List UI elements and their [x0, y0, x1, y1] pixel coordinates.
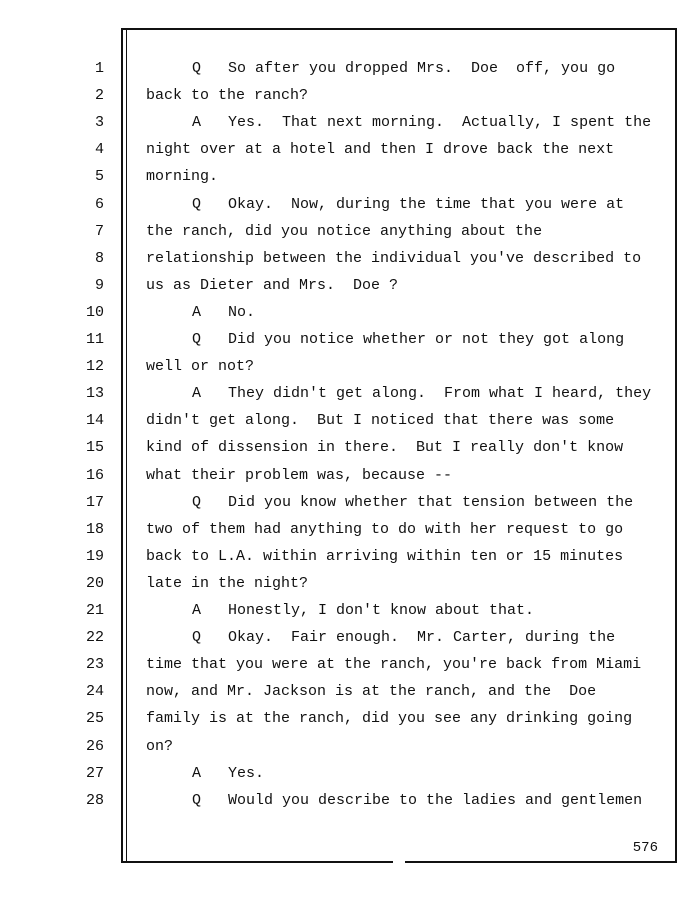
transcript-line: A They didn't get along. From what I heard, they — [192, 385, 652, 402]
transcript-line: back to the ranch? — [146, 87, 309, 104]
line-number: 18 — [85, 521, 104, 538]
line-number: 2 — [94, 87, 104, 104]
transcript-line: time that you were at the ranch, you're back from Miami — [146, 656, 642, 673]
line-number: 26 — [85, 738, 104, 755]
transcript-line: didn't get along. But I noticed that there was some — [146, 412, 615, 429]
transcript-line: on? — [146, 738, 174, 755]
page-frame-top — [121, 28, 677, 30]
line-number: 7 — [94, 223, 104, 240]
line-number: 23 — [85, 656, 104, 673]
line-number: 28 — [85, 792, 104, 809]
line-number: 19 — [85, 548, 104, 565]
transcript-line: Q Would you describe to the ladies and gentlemen — [192, 792, 643, 809]
line-number: 12 — [85, 358, 104, 375]
transcript-line: A Yes. That next morning. Actually, I spent the — [192, 114, 652, 131]
transcript-line: A No. — [192, 304, 256, 321]
line-number: 9 — [94, 277, 104, 294]
page-frame-bottom-right — [405, 861, 677, 863]
line-number: 11 — [85, 331, 104, 348]
transcript-line: two of them had anything to do with her request to go — [146, 521, 624, 538]
transcript-line: Q Okay. Fair enough. Mr. Carter, during the — [192, 629, 616, 646]
line-number: 3 — [94, 114, 104, 131]
line-number: 4 — [94, 141, 104, 158]
transcript-line: morning. — [146, 168, 219, 185]
line-number: 22 — [85, 629, 104, 646]
line-number: 17 — [85, 494, 104, 511]
transcript-line: what their problem was, because -- — [146, 467, 453, 484]
transcript-line: family is at the ranch, did you see any drinking going — [146, 710, 633, 727]
line-number: 8 — [94, 250, 104, 267]
transcript-line: Q Okay. Now, during the time that you were at — [192, 196, 625, 213]
transcript-line: A Yes. — [192, 765, 265, 782]
transcript-line: relationship between the individual you've described to — [146, 250, 642, 267]
page-frame-bottom-left — [121, 861, 393, 863]
page-frame-left — [121, 28, 123, 863]
transcript-line: Q So after you dropped Mrs. Doe off, you go — [192, 60, 616, 77]
transcript-line: well or not? — [146, 358, 255, 375]
line-number: 27 — [85, 765, 104, 782]
transcript-line: Q Did you notice whether or not they got along — [192, 331, 625, 348]
transcript-line: Q Did you know whether that tension between the — [192, 494, 634, 511]
line-number: 14 — [85, 412, 104, 429]
line-number: 6 — [94, 196, 104, 213]
transcript-line: now, and Mr. Jackson is at the ranch, and the Doe — [146, 683, 597, 700]
transcript-line: back to L.A. within arriving within ten or 15 minutes — [146, 548, 624, 565]
transcript-line: kind of dissension in there. But I really don't know — [146, 439, 624, 456]
line-number: 10 — [85, 304, 104, 321]
line-number: 5 — [94, 168, 104, 185]
line-number: 16 — [85, 467, 104, 484]
line-number: 24 — [85, 683, 104, 700]
line-number: 20 — [85, 575, 104, 592]
line-number: 13 — [85, 385, 104, 402]
transcript-line: the ranch, did you notice anything about the — [146, 223, 543, 240]
line-number: 1 — [94, 60, 104, 77]
transcript-line: late in the night? — [146, 575, 309, 592]
page-frame-right — [675, 28, 677, 863]
page-frame-left-inner — [126, 28, 127, 863]
transcript-line: night over at a hotel and then I drove back the next — [146, 141, 615, 158]
line-number: 21 — [85, 602, 104, 619]
line-number: 25 — [85, 710, 104, 727]
transcript-line: us as Dieter and Mrs. Doe ? — [146, 277, 399, 294]
page-number: 576 — [632, 840, 658, 856]
transcript-line: A Honestly, I don't know about that. — [192, 602, 535, 619]
line-number: 15 — [85, 439, 104, 456]
